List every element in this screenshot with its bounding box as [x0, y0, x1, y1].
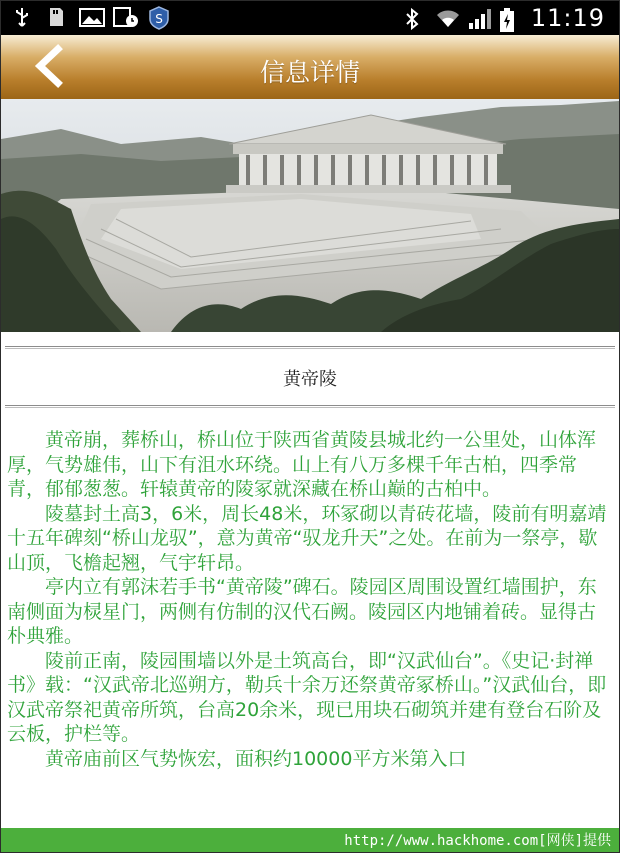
page-title: 信息详情: [259, 58, 360, 87]
article-paragraph: 陵墓封土高3，6米，周长48米，环冢砌以青砖花墙，陵前有明嘉靖十五年碑刻“桥山龙驭”，意为黄帝“驭龙升天”之处。在前为一祭亭，歇山顶，飞檐起翘，气宇轩昂。: [7, 502, 607, 574]
divider-bottom: [5, 405, 615, 406]
sd-card-icon: [45, 6, 67, 28]
svg-text:S: S: [155, 12, 163, 26]
hero-image: [1, 99, 619, 332]
bottom-bar: [1, 828, 619, 852]
article-body: [7, 428, 611, 828]
status-bar: [1, 1, 619, 35]
divider-top: [5, 346, 615, 347]
bluetooth-icon: [403, 7, 425, 29]
article-paragraph: 亭内立有郭沫若手书“黄帝陵”碑石。陵园区周围设置红墙围护，东南侧面为棂星门，两侧有仿制的汉代石阙。陵园区内地铺着砖。显得古朴典雅。: [7, 576, 597, 647]
clock: 11:19: [530, 4, 605, 32]
app-badge-icon: [147, 6, 169, 28]
divider-bottom-shadow: [5, 407, 615, 408]
divider-top-shadow: [5, 348, 615, 349]
article-paragraph: 黄帝崩，葬桥山，桥山位于陕西省黄陵县城北约一公里处，山体浑厚，气势雄伟，山下有沮水环绕。山上有八万多棵千年古柏，四季常青，郁郁葱葱。轩辕黄帝的陵冢就深藏在桥山巅的古柏中。: [7, 429, 597, 500]
detail-title: 黄帝陵: [283, 369, 337, 390]
battery-icon: [499, 7, 521, 29]
screenshot-icon: [113, 6, 135, 28]
article-paragraph: 陵前正南，陵园围墙以外是土筑高台，即“汉武仙台”。《史记·封禅书》载：“汉武帝北巡朔方，勒兵十余万还祭黄帝冢桥山。”汉武仙台，即汉武帝祭祀黄帝所筑，台高20余米，现已用块石砌筑并建有登台石阶及云板，护栏等。: [7, 649, 607, 745]
image-icon: [79, 6, 101, 28]
watermark-text: http://www.hackhome.com[网侠]提供: [344, 833, 611, 849]
wifi-icon: [435, 7, 457, 29]
title-bar: [1, 35, 619, 99]
article-paragraph: 黄帝庙前区气势恢宏，面积约10000平方米第入口: [45, 747, 467, 770]
app-window: [1, 1, 619, 852]
usb-icon: [11, 6, 33, 28]
signal-icon: [467, 7, 489, 29]
